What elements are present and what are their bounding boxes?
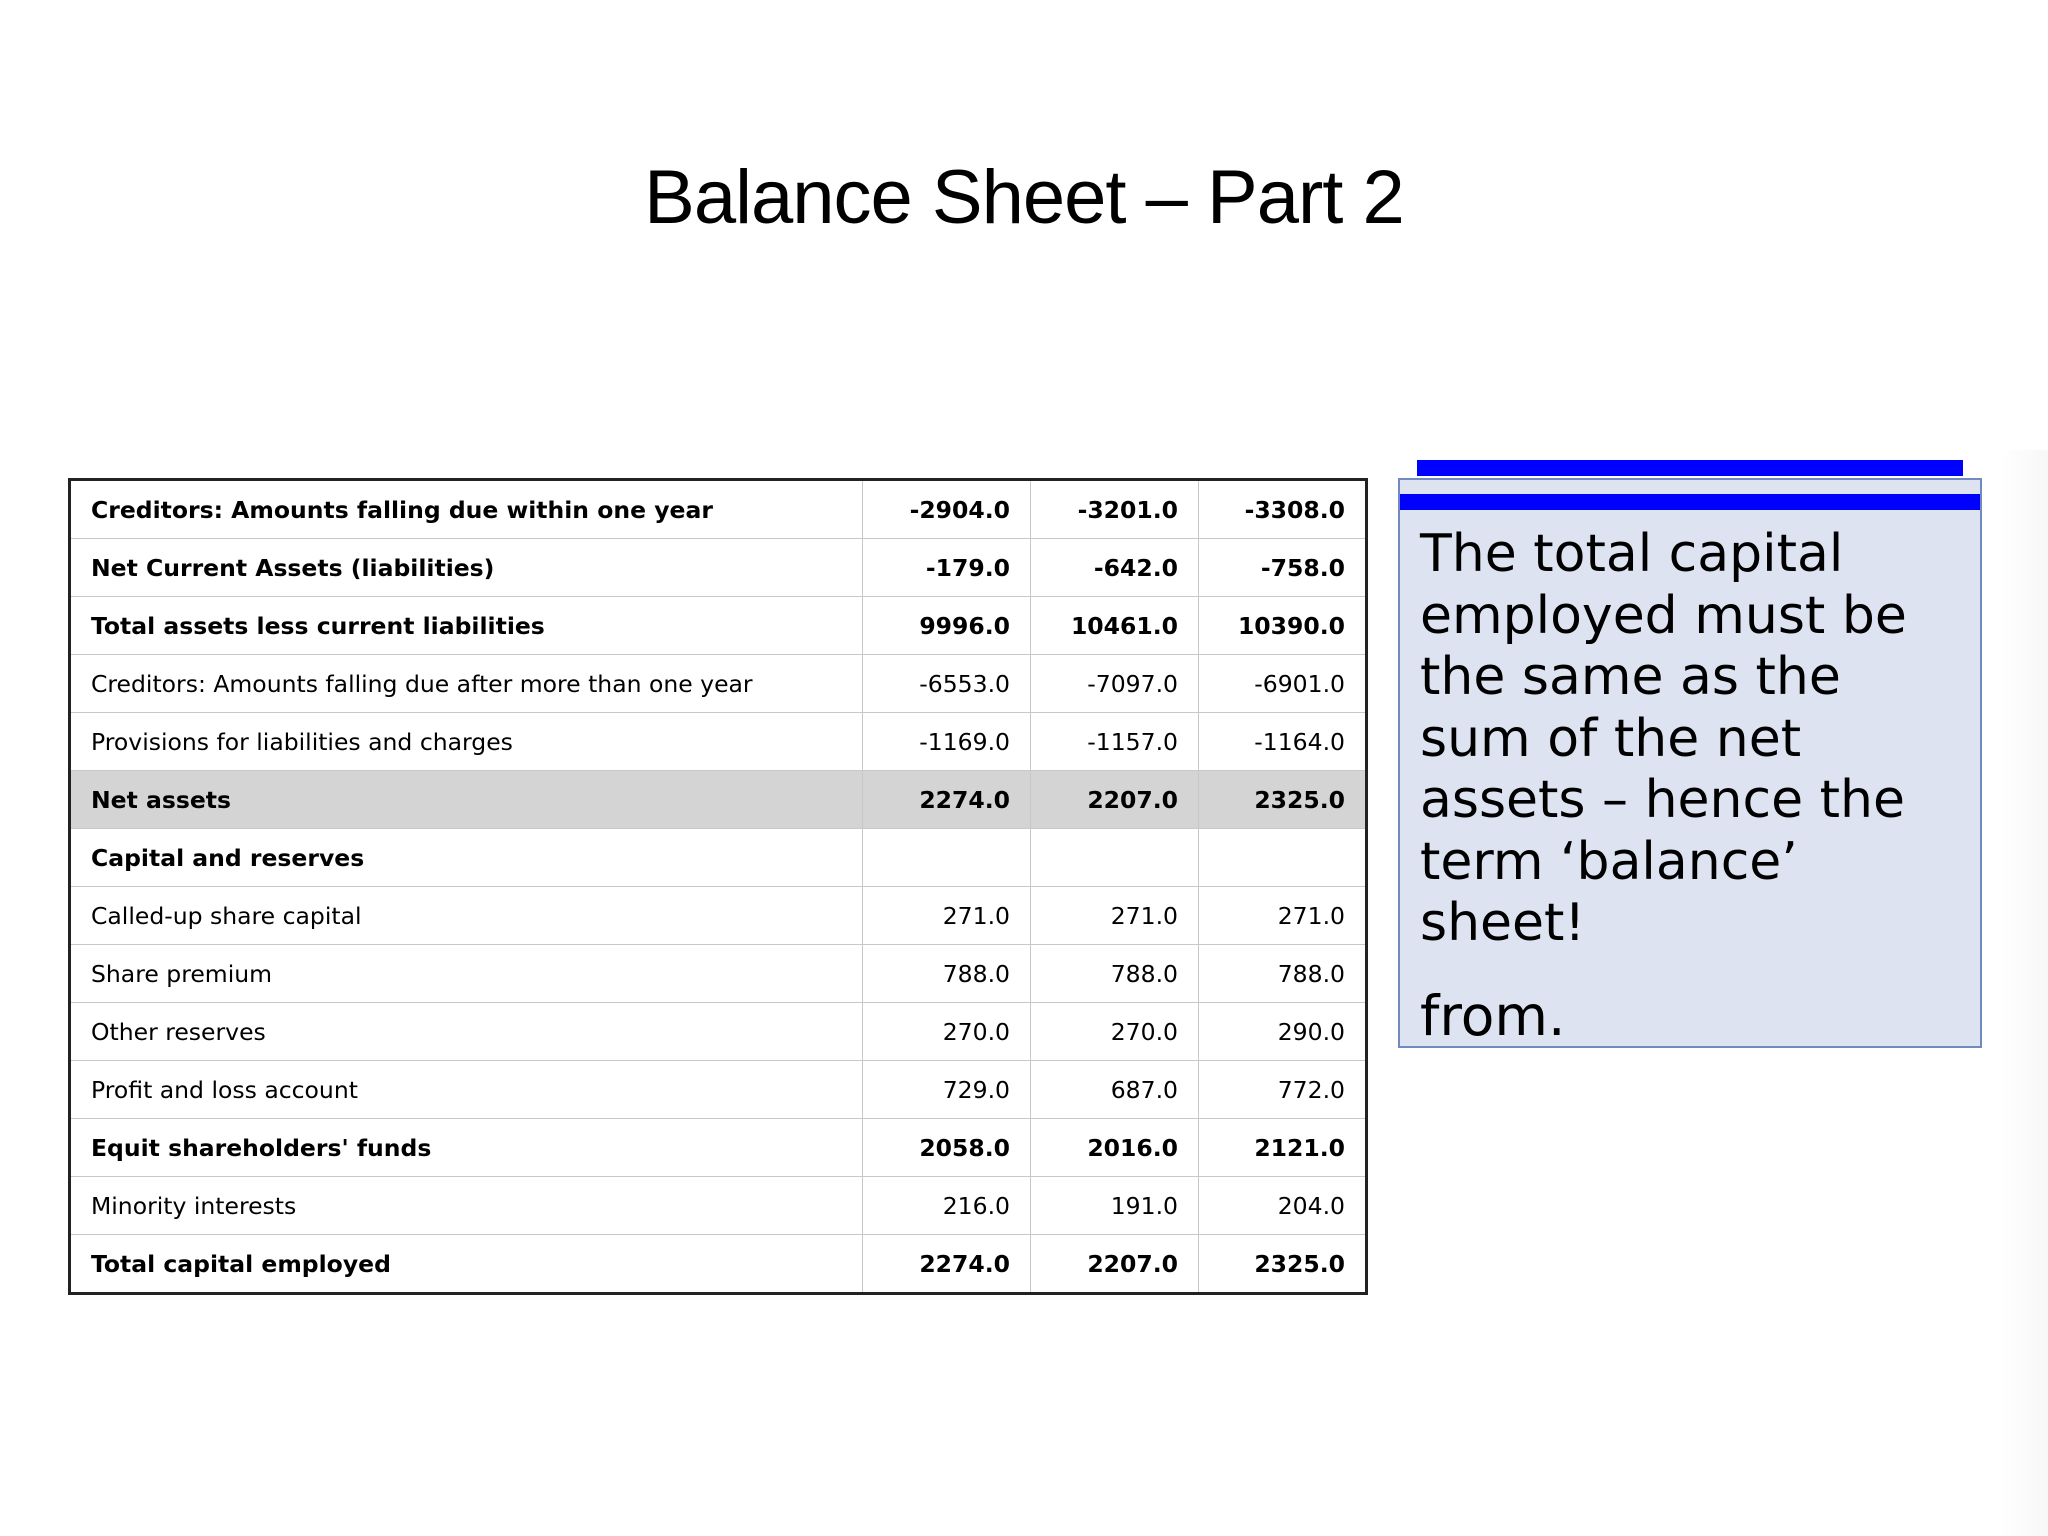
value-col-2: -3201.0 [1031,480,1199,539]
value-col-3: -1164.0 [1199,713,1367,771]
value-col-2: -7097.0 [1031,655,1199,713]
value-col-1: 2274.0 [863,1235,1031,1294]
value-col-3: 271.0 [1199,887,1367,945]
value-col-2: 271.0 [1031,887,1199,945]
value-col-2: 2016.0 [1031,1119,1199,1177]
slide-edge-shadow [2000,450,2048,1536]
balance-sheet-table [68,478,1368,1295]
callout-overflow-text: from. [1420,984,1566,1048]
table-row [70,597,1367,655]
table-row [70,771,1367,829]
value-col-1: 216.0 [863,1177,1031,1235]
slide-title: Balance Sheet – Part 2 [644,155,1404,240]
row-label: Total assets less current liabilities [70,597,863,655]
value-col-3 [1199,829,1367,887]
callout-box [1398,460,1982,1046]
value-col-1 [863,829,1031,887]
value-col-1: 9996.0 [863,597,1031,655]
table-row [70,1003,1367,1061]
value-col-3: 2121.0 [1199,1119,1367,1177]
row-label: Profit and loss account [70,1061,863,1119]
table-row [70,887,1367,945]
callout-accent-bar [1417,460,1963,476]
table-row [70,1177,1367,1235]
value-col-2: 687.0 [1031,1061,1199,1119]
value-col-2: -642.0 [1031,539,1199,597]
row-label: Equit shareholders' funds [70,1119,863,1177]
value-col-2: -1157.0 [1031,713,1199,771]
value-col-1: 729.0 [863,1061,1031,1119]
table-row [70,945,1367,1003]
value-col-1: -179.0 [863,539,1031,597]
row-label: Capital and reserves [70,829,863,887]
table-row [70,539,1367,597]
value-col-2: 788.0 [1031,945,1199,1003]
row-label: Minority interests [70,1177,863,1235]
row-label: Creditors: Amounts falling due after more than one year [70,655,863,713]
table-row [70,655,1367,713]
table-row [70,1119,1367,1177]
value-col-3: 10390.0 [1199,597,1367,655]
row-label: Provisions for liabilities and charges [70,713,863,771]
value-col-3: 2325.0 [1199,771,1367,829]
value-col-2: 270.0 [1031,1003,1199,1061]
row-label: Called-up share capital [70,887,863,945]
value-col-1: 788.0 [863,945,1031,1003]
value-col-3: -758.0 [1199,539,1367,597]
value-col-2: 2207.0 [1031,771,1199,829]
row-label: Total capital employed [91,1249,391,1278]
row-label: Share premium [70,945,863,1003]
value-col-1: -2904.0 [863,480,1031,539]
table-row [70,829,1367,887]
row-label: Creditors: Amounts falling due within one year [70,480,863,539]
table-row [70,480,1367,539]
table-row [70,1235,1367,1294]
table-row [70,1061,1367,1119]
callout-panel [1398,478,1982,1048]
row-label: Net assets [70,771,863,829]
table-row [70,713,1367,771]
value-col-3: 290.0 [1199,1003,1367,1061]
callout-stripe [1400,494,1980,510]
value-col-1: -6553.0 [863,655,1031,713]
value-col-1: -1169.0 [863,713,1031,771]
value-col-3: 788.0 [1199,945,1367,1003]
value-col-2 [1031,829,1199,887]
value-col-3: -3308.0 [1199,480,1367,539]
value-col-1: 271.0 [863,887,1031,945]
row-label: Other reserves [70,1003,863,1061]
value-col-1: 2274.0 [863,771,1031,829]
value-col-1: 2058.0 [863,1119,1031,1177]
value-col-3: 772.0 [1199,1061,1367,1119]
value-col-2: 191.0 [1031,1177,1199,1235]
callout-text: The total capital employed must be the same as the sum of the net assets – hence the term ‘balance’ sheet! [1420,524,1907,953]
value-col-1: 270.0 [863,1003,1031,1061]
value-col-3: -6901.0 [1199,655,1367,713]
value-col-3: 2325.0 [1199,1235,1367,1294]
value-col-2: 10461.0 [1031,597,1199,655]
value-col-3: 204.0 [1199,1177,1367,1235]
row-label: Net Current Assets (liabilities) [70,539,863,597]
value-col-2: 2207.0 [1031,1235,1199,1294]
